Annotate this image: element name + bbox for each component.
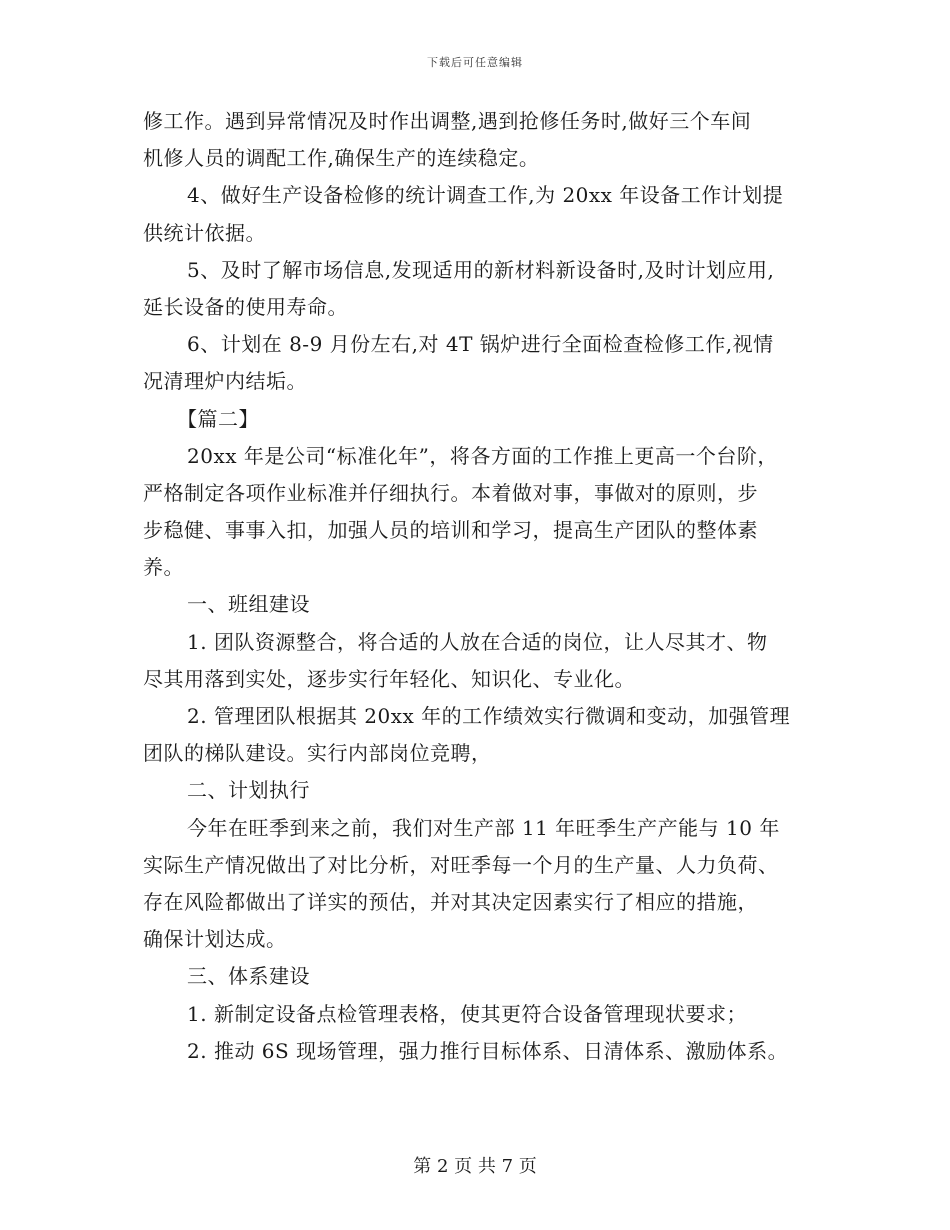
- paragraph-line: 步稳健、事事入扣，加强人员的培训和学习，提高生产团队的整体素: [143, 518, 758, 543]
- paragraph-line: 延长设备的使用寿命。: [143, 294, 348, 319]
- paragraph-line: 修工作。遇到异常情况及时作出调整,遇到抢修任务时,做好三个车间: [143, 109, 752, 133]
- paragraph-line: 机修人员的调配工作,确保生产的连续稳定。: [143, 146, 540, 171]
- paragraph-line: 2. 推动 6S 现场管理，强力推行目标体系、日清体系、激励体系。: [187, 1038, 789, 1063]
- paragraph-line: 4、做好生产设备检修的统计调查工作,为 20xx 年设备工作计划提: [187, 183, 784, 208]
- paragraph-line: 1. 新制定设备点检管理表格，使其更符合设备管理现状要求；: [187, 1001, 747, 1026]
- paragraph-line: 养。: [143, 555, 184, 580]
- paragraph-line: 20xx 年是公司“标准化年”，将各方面的工作推上更高一个台阶，: [187, 443, 778, 468]
- paragraph-line: 今年在旺季到来之前，我们对生产部 11 年旺季生产产能与 10 年: [187, 815, 780, 840]
- section-heading-team-building: 一、班组建设: [187, 592, 310, 617]
- paragraph-line: 实际生产情况做出了对比分析，对旺季每一个月的生产量、人力负荷、: [143, 852, 779, 877]
- paragraph-line: 严格制定各项作业标准并仔细执行。本着做对事，事做对的原则，步: [143, 480, 758, 505]
- section-heading-plan-execution: 二、计划执行: [187, 778, 310, 803]
- page-number-footer: 第 2 页 共 7 页: [413, 1156, 537, 1177]
- paragraph-line: 存在风险都做出了详实的预估，并对其决定因素实行了相应的措施，: [143, 889, 758, 914]
- section-heading-system-building: 三、体系建设: [187, 964, 310, 989]
- paragraph-line: 供统计依据。: [143, 220, 266, 245]
- paragraph-line: 况清理炉内结垢。: [143, 369, 307, 394]
- page-header-note: 下载后可任意编辑: [427, 56, 523, 69]
- section-heading-part-two: 【篇二】: [177, 406, 259, 431]
- paragraph-line: 5、及时了解市场信息,发现适用的新材料新设备时,及时计划应用,: [187, 257, 775, 282]
- paragraph-line: 尽其用落到实处，逐步实行年轻化、知识化、专业化。: [143, 666, 635, 691]
- paragraph-line: 6、计划在 8-9 月份左右,对 4T 锅炉进行全面检查检修工作,视情: [187, 332, 774, 357]
- document-body: [143, 103, 811, 1070]
- paragraph-line: 确保计划达成。: [143, 927, 287, 952]
- paragraph-line: 团队的梯队建设。实行内部岗位竞聘，: [143, 741, 492, 766]
- paragraph-line: 2. 管理团队根据其 20xx 年的工作绩效实行微调和变动，加强管理: [187, 704, 791, 728]
- paragraph-line: 1. 团队资源整合，将合适的人放在合适的岗位，让人尽其才、物: [187, 629, 768, 654]
